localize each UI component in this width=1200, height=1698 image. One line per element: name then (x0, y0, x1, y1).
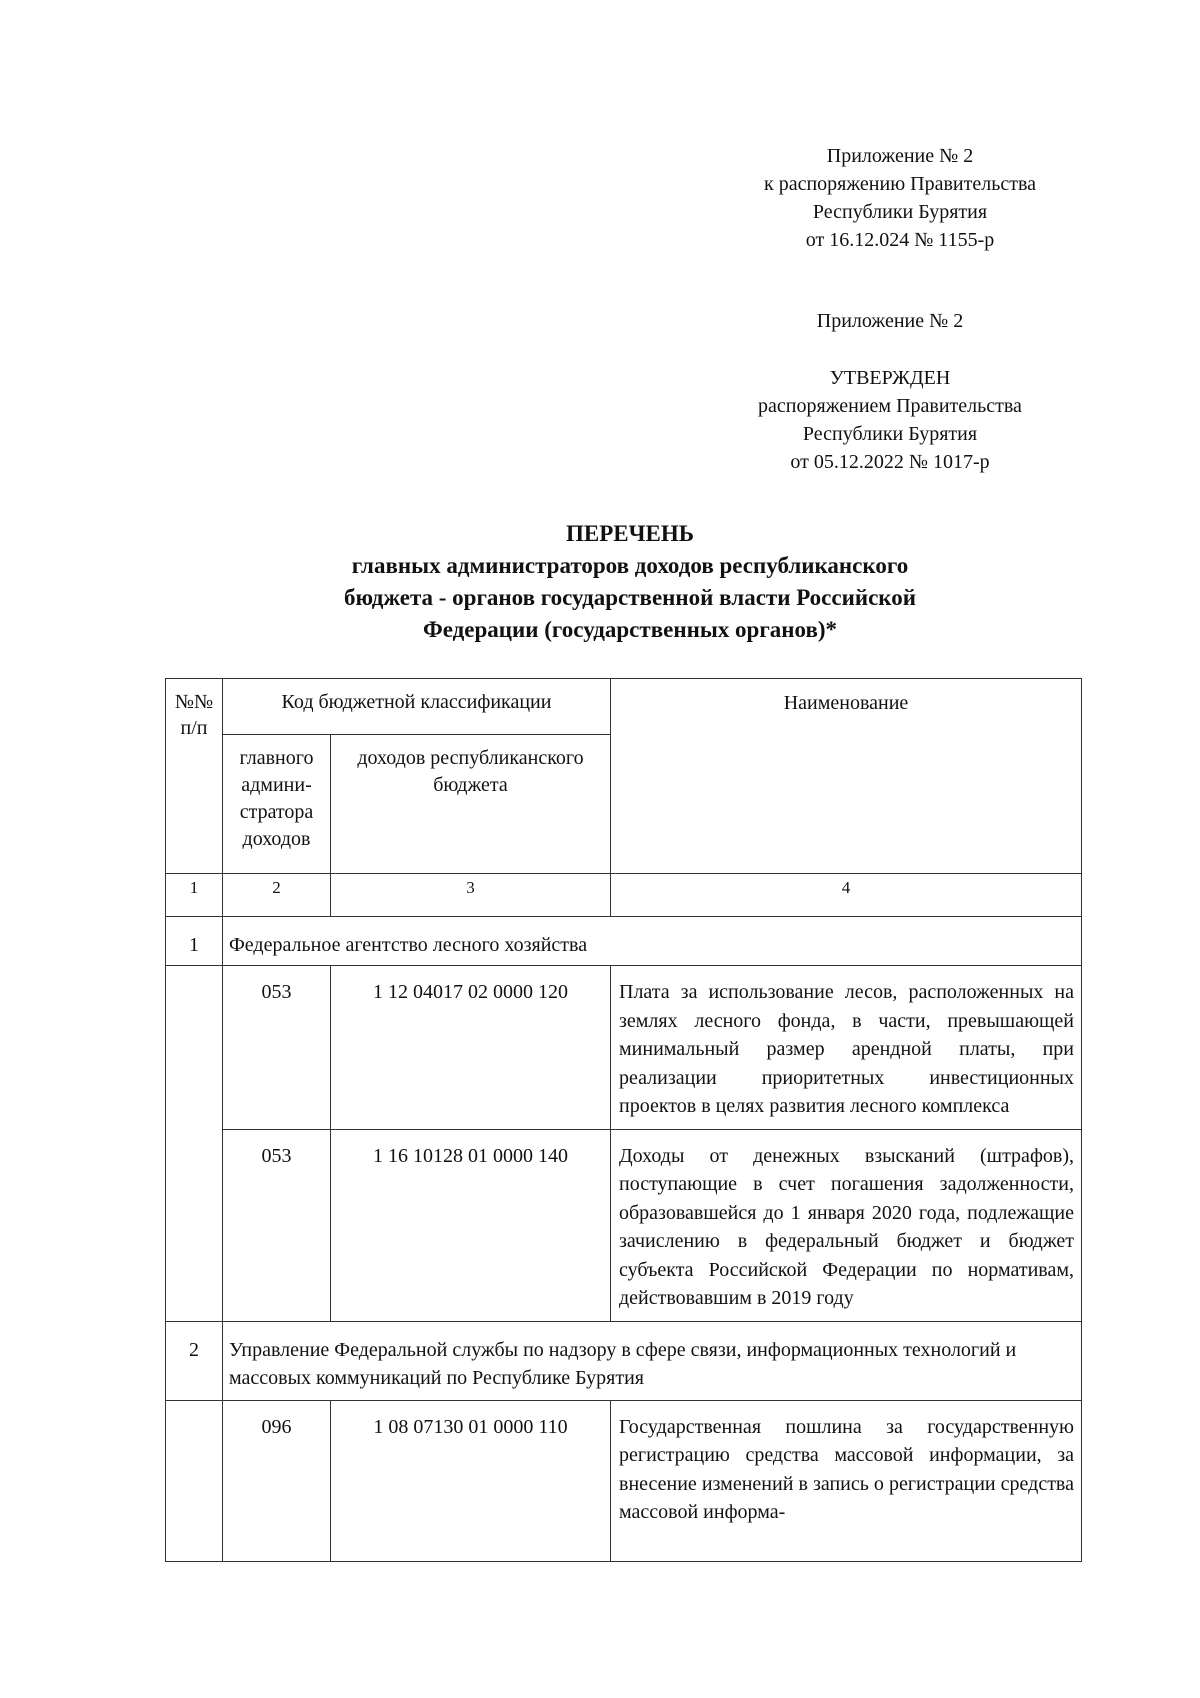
empty-num-cell (166, 966, 223, 1322)
section-title: Федеральное агентство лесного хозяйства (223, 917, 1082, 966)
admin-code: 096 (223, 1400, 331, 1561)
appendix-header-original (760, 307, 1020, 335)
table-row (166, 966, 1082, 1130)
section-row (166, 917, 1082, 966)
table-header-row (166, 679, 1082, 735)
appendix-label: Приложение № 2 (826, 145, 974, 167)
income-code: 1 08 07130 01 0000 110 (331, 1400, 611, 1561)
approval-block (700, 364, 1080, 476)
section-row (166, 1321, 1082, 1400)
section-number: 1 (166, 917, 223, 966)
table-row (166, 1400, 1082, 1561)
income-code: 1 12 04017 02 0000 120 (331, 966, 611, 1130)
column-index: 2 (223, 874, 331, 917)
header-kbk: Код бюджетной классификации (223, 679, 611, 735)
title-line-1: ПЕРЕЧЕНЬ (566, 521, 694, 546)
column-index: 4 (611, 874, 1082, 917)
approved-by-line: распоряжением Правительства (758, 395, 1022, 417)
column-index: 1 (166, 874, 223, 917)
column-index-row (166, 874, 1082, 917)
table-row (166, 1129, 1082, 1321)
column-index: 3 (331, 874, 611, 917)
title-line-3: бюджета - органов государственной власти Российской (343, 585, 917, 610)
income-code: 1 16 10128 01 0000 140 (331, 1129, 611, 1321)
income-name: Доходы от денежных взысканий (штрафов), поступающие в счет погашения задолженности, образовавшейся до 1 января 2020 года, подлежащие зачислению в федеральный бюджет и бюджет субъекта Российской Федерации по нормативам, действовавшим в 2019 году (611, 1129, 1082, 1321)
document-title (190, 518, 1070, 646)
approved-label: УТВЕРЖДЕН (829, 367, 951, 389)
admin-code: 053 (223, 966, 331, 1130)
empty-num-cell (166, 1400, 223, 1561)
header-income: доходов республиканского бюджета (331, 735, 611, 874)
section-title: Управление Федеральной службы по надзору в сфере связи, информационных технологий и массовых коммуникаций по Республике Бурятия (223, 1321, 1082, 1400)
header-num: №№ п/п (166, 679, 223, 874)
income-name: Государственная пошлина за государственную регистрацию средства массовой информации, за внесение изменений в запись о регистрации средства массовой информа- (611, 1400, 1082, 1561)
header-name: Наименование (611, 679, 1082, 874)
appendix-republic-line: Республики Бурятия (812, 201, 988, 223)
appendix-header-current (720, 142, 1080, 254)
appendix-original-label: Приложение № 2 (816, 310, 964, 332)
header-admin: главного админи-стратора доходов (223, 735, 331, 874)
approved-republic-line: Республики Бурятия (802, 423, 978, 445)
appendix-date-line: от 16.12.024 № 1155-р (805, 229, 995, 251)
section-number: 2 (166, 1321, 223, 1400)
income-name: Плата за использование лесов, расположенных на землях лесного фонда, в части, превышающей минимальный размер арендной платы, при реализации приоритетных инвестиционных проектов в целях развития лесного комплекса (611, 966, 1082, 1130)
title-line-4: Федерации (государственных органов)* (422, 617, 838, 642)
appendix-order-line: к распоряжению Правительства (763, 173, 1036, 195)
approved-date-line: от 05.12.2022 № 1017-р (790, 451, 990, 473)
title-line-2: главных администраторов доходов республиканского (351, 553, 909, 578)
revenue-administrators-table (165, 678, 1082, 1562)
admin-code: 053 (223, 1129, 331, 1321)
